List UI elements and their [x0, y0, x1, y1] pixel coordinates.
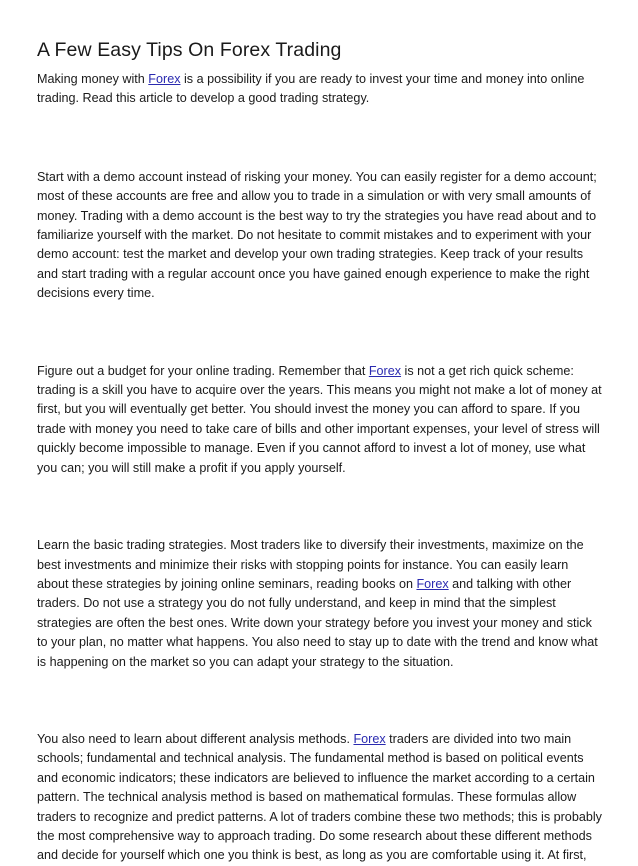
text-line [37, 265, 602, 284]
text-line [37, 730, 602, 749]
text-run: first, but you will eventually get better. You should invest the money you can afford to spare. If you [37, 402, 581, 417]
text-run: You also need to learn about different analysis methods. [37, 731, 354, 746]
text-run: trading is a skill you have to acquire over the years. This means you might not make a lot of money at [37, 383, 602, 398]
text-line [37, 536, 602, 555]
text-run: and start trading with a regular account once you have gained enough experience to make the right [37, 266, 590, 281]
text-run: decisions every time. [37, 286, 155, 301]
text-run: trade with money you need to take care of bills and other important expenses, your level of stress will [37, 421, 600, 436]
text-run: traders. Do not use a strategy you do not fully understand, and keep in mind that the simplest [37, 596, 556, 611]
text-run: schools; fundamental and technical analysis. The fundamental method is based on political events [37, 751, 584, 766]
text-line [37, 439, 602, 458]
page-title: A Few Easy Tips On Forex Trading [37, 39, 342, 61]
text-line [37, 362, 602, 381]
text-line [37, 556, 602, 575]
text-run: is a possibility if you are ready to invest your time and money into online [180, 72, 585, 86]
text-run: traders are divided into two main [385, 731, 572, 746]
text-line [37, 459, 602, 478]
text-run: strategies are often the best ones. Write down your strategy before you invest your money and stick [37, 615, 592, 630]
forex-link[interactable]: Forex [353, 731, 386, 746]
text-run: traders to recognize and predict patterns. A lot of traders combine these two methods; this is probably [37, 809, 602, 824]
text-run: and talking with other [448, 576, 572, 591]
text-line [37, 808, 602, 827]
forex-link[interactable]: Forex [368, 363, 402, 378]
text-line [37, 614, 602, 633]
paragraph [37, 168, 602, 304]
text-run: is happening on the market so you can adapt your strategy to the situation. [37, 654, 454, 669]
text-line [37, 788, 602, 807]
paragraph [37, 362, 602, 478]
text-line [37, 207, 602, 226]
text-line [37, 400, 602, 419]
text-line [37, 245, 602, 264]
text-run: quickly become impossible to manage. Even if you cannot afford to invest a lot of money, use what [37, 441, 586, 456]
text-run: about these strategies by joining online seminars, reading books on [37, 576, 417, 591]
text-line [37, 653, 602, 672]
paragraph-spacer [37, 672, 602, 730]
text-line [37, 89, 602, 108]
text-run: trading. Read this article to develop a good trading strategy. [37, 91, 370, 106]
text-line [37, 420, 602, 439]
text-line [37, 226, 602, 245]
text-run: money. Trading with a demo account is the best way to try the strategies you have read about and to [37, 208, 597, 223]
paragraph-spacer [37, 304, 602, 362]
text-run: Figure out a budget for your online trading. Remember that [37, 363, 369, 378]
text-line [37, 594, 602, 613]
text-line [37, 187, 602, 206]
text-run: the most comprehensive way to approach trading. Do some research about these different methods [37, 828, 592, 843]
text-run: pattern. The technical analysis method is based on mathematical formulas. These formulas allow [37, 790, 577, 805]
paragraph [37, 536, 602, 672]
text-run: best investments and minimize their risks with stopping points for instance. You can easily learn [37, 557, 569, 572]
text-line [37, 70, 602, 89]
text-line [37, 769, 602, 788]
text-line [37, 284, 602, 303]
forex-link[interactable]: Forex [148, 72, 181, 86]
text-line [37, 846, 602, 865]
paragraph [37, 70, 602, 109]
text-line [37, 168, 602, 187]
paragraph-spacer [37, 478, 602, 536]
text-run: Start with a demo account instead of risking your money. You can easily register for a demo account; [37, 169, 597, 184]
document-body [37, 70, 602, 866]
text-run: most of these accounts are free and allow you to trade in a simulation or with very small amounts of [37, 189, 591, 204]
text-line [37, 633, 602, 652]
text-line [37, 827, 602, 846]
paragraph-spacer [37, 109, 602, 168]
text-run: is not a get rich quick scheme: [401, 363, 574, 378]
text-line [37, 749, 602, 768]
text-run: to your plan, no matter what happens. You also need to stay up to date with the trend and know what [37, 635, 598, 650]
text-line [37, 575, 602, 594]
forex-link[interactable]: Forex [416, 576, 449, 591]
text-run: and decide for yourself which one you think is best, as long as you are comfortable using it. At first, [37, 848, 587, 863]
text-run: Making money with [37, 72, 149, 86]
text-run: you can; you will still make a profit if you apply yourself. [37, 460, 346, 475]
paragraph [37, 730, 602, 866]
text-run: demo account: test the market and develop your own trading strategies. Keep track of your results [37, 247, 584, 262]
text-run: Learn the basic trading strategies. Most traders like to diversify their investments, maximize on the [37, 538, 584, 553]
text-run: and economic indicators; these indicators are believed to influence the market according to a certain [37, 770, 595, 785]
text-line [37, 381, 602, 400]
text-run: familiarize yourself with the market. Do not hesitate to commit mistakes and to experiment with your [37, 228, 592, 243]
